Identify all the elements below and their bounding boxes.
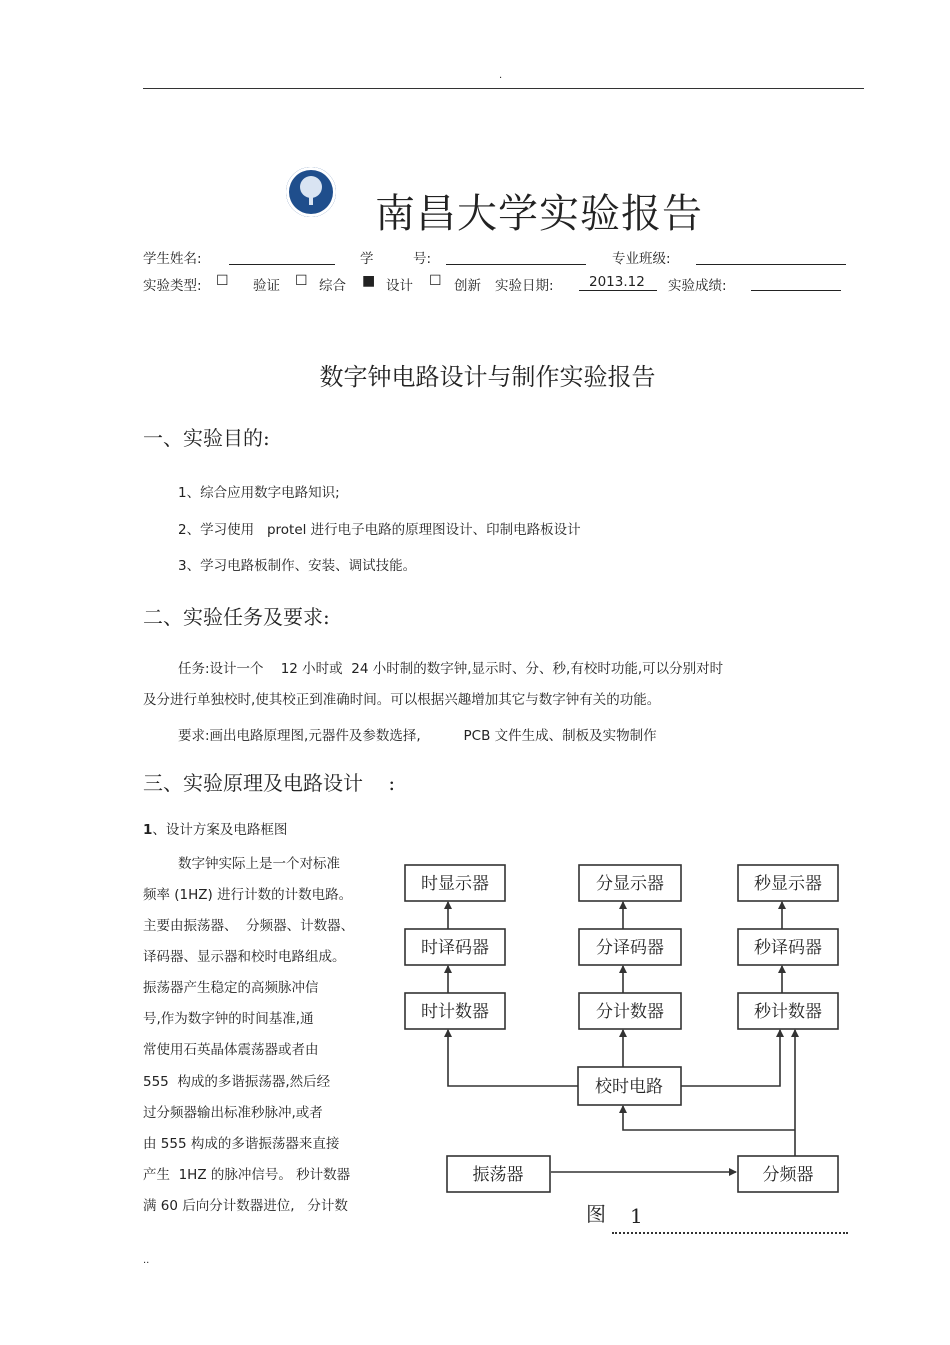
type-option-verify: 验证 [253,278,280,294]
body-line: 常使用石英晶体震荡器或者由 [143,1042,319,1058]
figure-caption-prefix: 图 [586,1202,606,1226]
divider-label: 分频器 [762,1165,814,1185]
header-rule [143,88,864,89]
body-line: 555 构成的多谐振荡器,然后经 [143,1074,331,1090]
minute-decoder-label: 分译码器 [596,938,664,958]
objective-item-3: 3、学习电路板制作、安装、调试技能。 [178,558,417,574]
header-dot: . [499,70,503,81]
hour-counter-block [405,993,505,1029]
experiment-date-value: 2013.12 [589,274,645,290]
checkbox-comprehensive[interactable]: ☐ [295,273,308,289]
second-decoder-label: 秒译码器 [754,938,822,958]
body-line: 产生 1HZ 的脉冲信号。 秒计数器 [143,1167,351,1183]
body-line: 译码器、显示器和校时电路组成。 [143,949,346,965]
clock-block-diagram [395,850,845,1200]
body-line: 频率 (1HZ) 进行计数的计数电路。 [143,887,353,903]
oscillator-label: 振荡器 [472,1165,524,1185]
type-option-design: 设计 [386,278,413,294]
hour-decoder-label: 时译码器 [421,938,489,958]
checkbox-verify[interactable]: ☐ [216,273,229,289]
hour-counter-label: 时计数器 [421,1002,489,1022]
oscillator-block [447,1156,550,1192]
time-adjust-label: 校时电路 [595,1077,663,1097]
minute-display-block [579,865,681,901]
requirement-line: 要求:画出电路原理图,元器件及参数选择, PCB 文件生成、制板及实物制作 [178,728,657,744]
minute-counter-block [579,993,681,1029]
task-line-1: 任务:设计一个 12 小时或 24 小时制的数字钟,显示时、分、秒,有校时功能,可以分别对时 [178,661,724,677]
section1-heading: 一、实验目的: [143,426,270,450]
task-line-2: 及分进行单独校时,使其校正到准确时间。可以根据兴趣增加其它与数字钟有关的功能。 [143,692,661,708]
objective-item-1: 1、综合应用数字电路知识; [178,485,340,501]
student-name-label: 学生姓名: [143,251,202,267]
body-line: 号,作为数字钟的时间基准,通 [143,1011,314,1027]
subsection-title [143,818,287,838]
body-line: 主要由振荡器、 分频器、计数器、 [143,918,355,934]
class-label: 专业班级: [612,251,671,267]
hour-display-block [405,865,505,901]
hour-display-label: 时显示器 [421,874,489,894]
logo-trunk-icon [309,195,313,205]
experiment-type-label: 实验类型: [143,278,202,294]
minute-decoder-block [579,929,681,965]
grade-label: 实验成绩: [668,278,727,294]
figure-caption-number: 1 [630,1204,643,1228]
cut-off-caption-line [612,1232,848,1234]
student-id-field[interactable] [446,264,586,265]
objective-item-2: 2、学习使用 protel 进行电子电路的原理图设计、印制电路板设计 [178,522,581,538]
student-name-field[interactable] [229,264,335,265]
type-option-comprehensive: 综合 [319,278,346,294]
second-counter-label: 秒计数器 [754,1002,822,1022]
body-line: 振荡器产生稳定的高频脉冲信 [143,980,319,996]
checkbox-innovate[interactable]: ☐ [429,273,442,289]
page-title: 南昌大学实验报告 [375,191,703,237]
second-display-label: 秒显示器 [754,874,822,894]
minute-counter-label: 分计数器 [596,1002,664,1022]
time-adjust-block [578,1067,681,1105]
section2-heading: 二、实验任务及要求: [143,605,330,629]
checkbox-design-checked[interactable]: ■ [362,273,376,289]
footer-dots: .. [143,1255,150,1266]
body-line: 满 60 后向分计数器进位, 分计数 [143,1198,348,1214]
subsection-text: 、设计方案及电路框图 [152,822,288,838]
student-id-label-a: 学 [360,251,374,267]
subsection-number: 1 [143,822,153,838]
second-display-block [738,865,838,901]
second-counter-block [738,993,838,1029]
minute-display-label: 分显示器 [596,874,664,894]
student-id-label-b: 号: [413,251,432,267]
body-line: 过分频器输出标准秒脉冲,或者 [143,1105,323,1121]
experiment-date-label: 实验日期: [495,278,554,294]
body-line: 由 555 构成的多谐振荡器来直接 [143,1136,340,1152]
grade-field[interactable] [751,290,841,291]
hour-decoder-block [405,929,505,965]
body-line: 数字钟实际上是一个对标准 [178,856,340,872]
report-title: 数字钟电路设计与制作实验报告 [319,363,656,391]
section3-heading: 三、实验原理及电路设计 : [143,771,396,795]
second-decoder-block [738,929,838,965]
type-option-innovate: 创新 [454,278,481,294]
divider-block [738,1156,838,1192]
experiment-date-field[interactable] [579,290,657,291]
class-field[interactable] [696,264,846,265]
